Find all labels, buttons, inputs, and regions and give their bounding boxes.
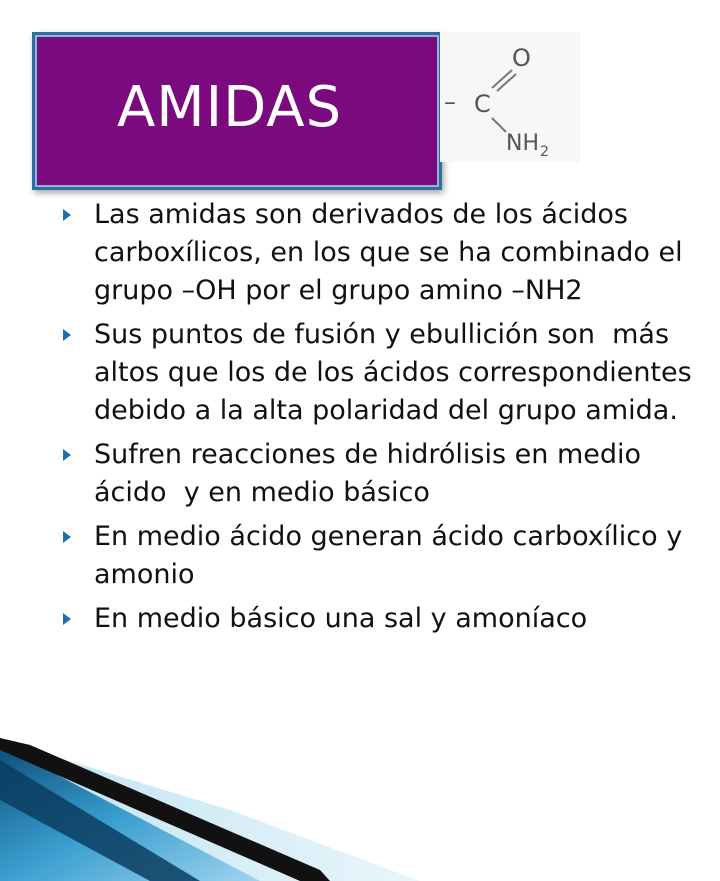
- bullet-text: Las amidas son derivados de los ácidos carboxílicos, en los que se ha combinado el grupo –OH por el grupo amino –NH2: [94, 199, 692, 306]
- bullet-arrow-icon: [60, 196, 76, 234]
- structure-amine-subscript: 2: [540, 144, 549, 160]
- bullet-text: En medio ácido generan ácido carboxílico y amonio: [94, 521, 691, 590]
- slide-title: AMIDAS: [117, 75, 343, 140]
- bullet-arrow-icon: [60, 600, 76, 638]
- single-bond: [492, 118, 506, 132]
- structure-carbon: C: [474, 90, 491, 118]
- list-item: [58, 436, 698, 512]
- title-box: [32, 32, 442, 190]
- list-item: [58, 316, 701, 430]
- bullet-arrow-icon: [60, 518, 76, 556]
- bullet-text: En medio básico una sal y amoníaco: [94, 603, 588, 634]
- list-item: [58, 518, 698, 594]
- structure-oxygen: O: [512, 44, 531, 72]
- bullet-text: Sufren reacciones de hidrólisis en medio ácido y en medio básico: [94, 439, 650, 508]
- bullet-list: [58, 196, 701, 644]
- list-item: [58, 196, 698, 310]
- amide-structure-diagram: [440, 32, 580, 162]
- bullet-text: Sus puntos de fusión y ebullición son más altos que los de los ácidos correspondientes debido a la alta polaridad del grupo amida.: [94, 319, 701, 426]
- structure-dash: –: [444, 88, 456, 116]
- list-item: [58, 600, 698, 638]
- decorative-corner-swoosh: [0, 700, 720, 881]
- bullet-arrow-icon: [60, 316, 76, 354]
- double-bond-second: [497, 74, 516, 91]
- bullet-arrow-icon: [60, 436, 76, 474]
- structure-amine: NH: [506, 131, 539, 156]
